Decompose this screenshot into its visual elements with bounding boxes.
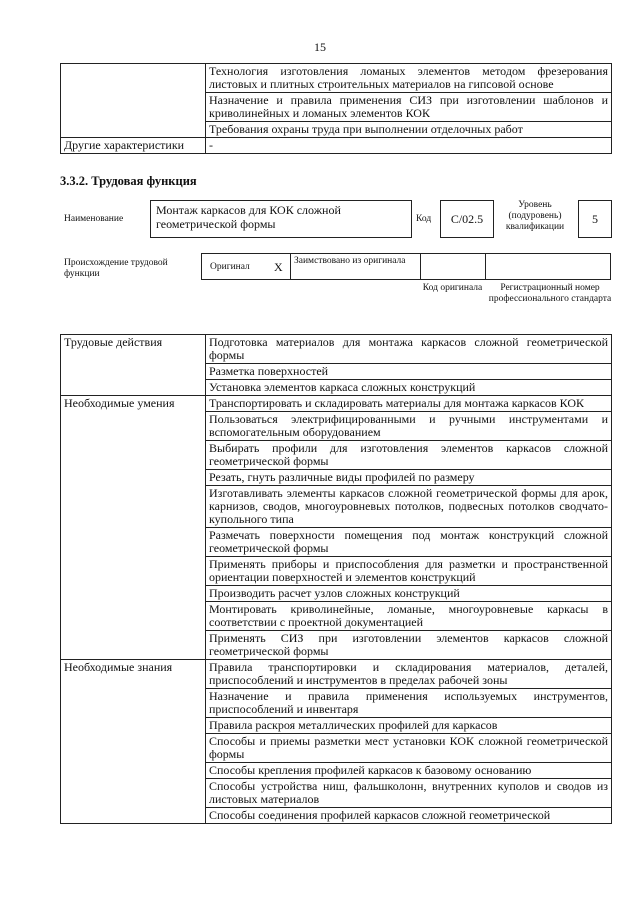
table-row <box>61 660 612 689</box>
table-cell: Применять приборы и приспособления для разметки и пространственной ориентации поверхностей и элементов конструкций <box>206 557 612 586</box>
table-cell: Правила транспортировки и складирования материалов, деталей, приспособлений и инструментов в пределах рабочей зоны <box>206 660 612 689</box>
table-row <box>61 64 612 93</box>
function-code: С/02.5 <box>440 200 494 238</box>
table-cell: Требования охраны труда при выполнении отделочных работ <box>206 122 612 138</box>
code-label: Код <box>416 214 432 224</box>
row-label: Необходимые знания <box>61 660 206 824</box>
table-row <box>61 138 612 154</box>
table-cell: Применять СИЗ при изготовлении элементов каркасов сложной геометрической формы <box>206 631 612 660</box>
row-label: Трудовые действия <box>61 335 206 396</box>
function-name: Монтаж каркасов для КОК сложной геометрической формы <box>150 200 412 238</box>
name-label: Наименование <box>64 214 124 224</box>
table-cell: Технология изготовления ломаных элементов методом фрезерования листовых и плитных строительных материалов на гипсовой основе <box>206 64 612 93</box>
table-cell: Производить расчет узлов сложных конструкций <box>206 586 612 602</box>
original-mark: X <box>274 260 283 274</box>
table-row <box>61 396 612 412</box>
table-cell: Резать, гнуть различные виды профилей по размеру <box>206 470 612 486</box>
main-table <box>60 334 612 824</box>
level-label: Уровень (подуровень) квалификации <box>505 200 565 232</box>
row-label: Другие характеристики <box>61 138 206 154</box>
table-cell: Установка элементов каркаса сложных конструкций <box>206 380 612 396</box>
top-table <box>60 63 612 154</box>
table-cell: Разметка поверхностей <box>206 364 612 380</box>
divider <box>485 253 486 280</box>
borrowed-label: Заимствовано из оригинала <box>294 256 406 266</box>
origin-label: Происхождение трудовой функции <box>64 258 168 279</box>
table-cell: Способы устройства ниш, фальшколонн, внутренних куполов и сводов из листовых материалов <box>206 779 612 808</box>
table-cell: Назначение и правила применения СИЗ при изготовлении шаблонов и криволинейных и ломаных элементов КОК <box>206 93 612 122</box>
table-cell: Выбирать профили для изготовления элементов каркасов сложной геометрической формы <box>206 441 612 470</box>
divider <box>290 253 291 280</box>
table-cell: Назначение и правила применения используемых инструментов, приспособлений и инвентаря <box>206 689 612 718</box>
table-cell: Изготавливать элементы каркасов сложной геометрической формы для арок, карнизов, сводов, многоуровневых потолков, подвесных потолков сводчато-купольного типа <box>206 486 612 528</box>
row-label: Необходимые умения <box>61 396 206 660</box>
page-number: 15 <box>314 40 326 54</box>
table-cell: Правила раскроя металлических профилей для каркасов <box>206 718 612 734</box>
table-cell: Способы соединения профилей каркасов сложной геометрической <box>206 808 612 824</box>
original-label: Оригинал <box>210 262 250 272</box>
divider <box>420 253 421 280</box>
table-cell: Пользоваться электрифицированными и ручными инструментами и вспомогательным оборудованием <box>206 412 612 441</box>
reg-caption: Регистрационный номер профессионального стандарта <box>488 283 612 304</box>
table-cell: Подготовка материалов для монтажа каркасов сложной геометрической формы <box>206 335 612 364</box>
table-cell: Транспортировать и складировать материалы для монтажа каркасов КОК <box>206 396 612 412</box>
table-cell: Способы и приемы разметки мест установки КОК сложной геометрической формы <box>206 734 612 763</box>
section-heading: 3.3.2. Трудовая функция <box>60 174 197 188</box>
code-caption: Код оригинала <box>422 283 483 293</box>
table-cell: Размечать поверхности помещения под монтаж конструкций сложной геометрической формы <box>206 528 612 557</box>
table-cell: Монтировать криволинейные, ломаные, многоуровневые каркасы в соответствии с проектной документацией <box>206 602 612 631</box>
table-cell: - <box>206 138 612 154</box>
row-label <box>61 64 206 138</box>
qualification-level: 5 <box>578 200 612 238</box>
table-cell: Способы крепления профилей каркасов к базовому основанию <box>206 763 612 779</box>
table-row <box>61 335 612 364</box>
